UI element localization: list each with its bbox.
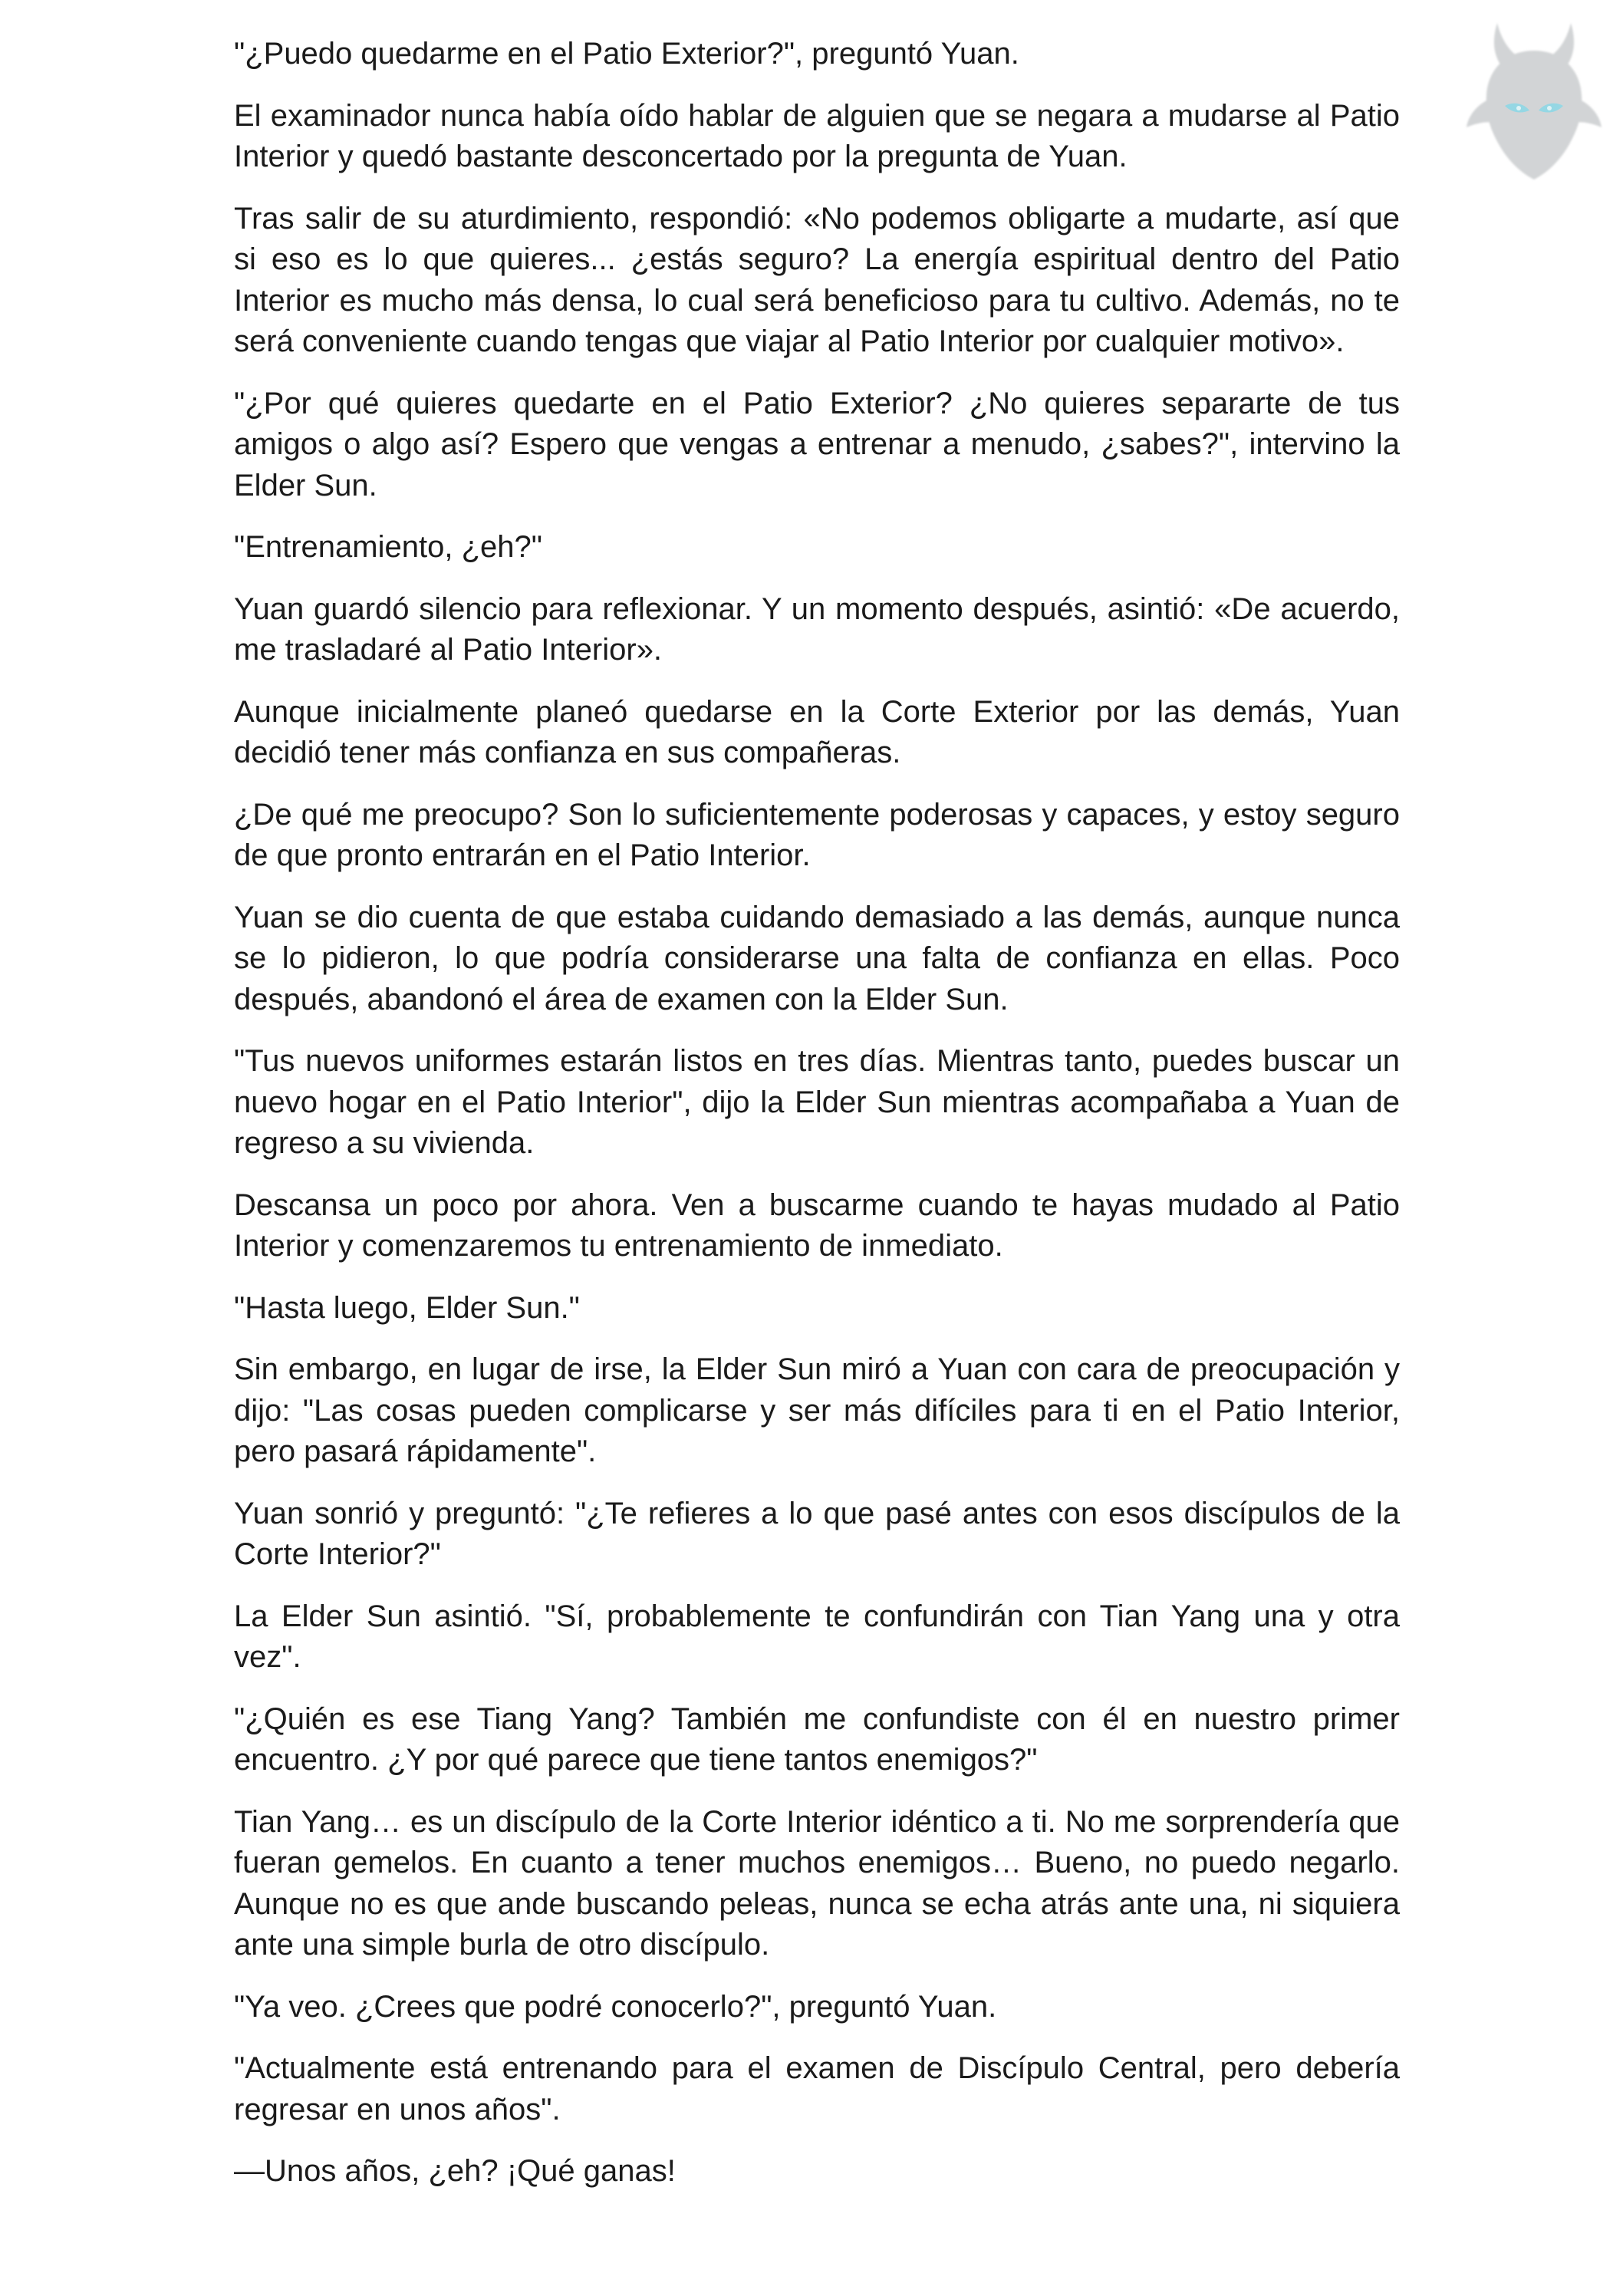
paragraph: ¿De qué me preocupo? Son lo suficientemente poderosas y capaces, y estoy seguro de que pronto entrarán en el Patio Interior. — [234, 797, 1400, 872]
paragraph: "Ya veo. ¿Crees que podré conocerlo?", preguntó Yuan. — [234, 1989, 997, 2024]
paragraph: "Actualmente está entrenando para el examen de Discípulo Central, pero debería regresar en unos años". — [234, 2051, 1400, 2126]
paragraph: —Unos años, ¿eh? ¡Qué ganas! — [234, 2154, 676, 2188]
paragraph: Yuan sonrió y preguntó: "¿Te refieres a lo que pasé antes con esos discípulos de la Corte Interior?" — [234, 1496, 1400, 1571]
document-body — [234, 34, 1400, 2213]
paragraph: Aunque inicialmente planeó quedarse en la Corte Exterior por las demás, Yuan decidió tener más confianza en sus compañeras. — [234, 694, 1400, 769]
paragraph: "¿Por qué quieres quedarte en el Patio Exterior? ¿No quieres separarte de tus amigos o algo así? Espero que vengas a entrenar a menudo, ¿sabes?", intervino la Elder Sun. — [234, 386, 1400, 502]
paragraph: "¿Quién es ese Tiang Yang? También me confundiste con él en nuestro primer encuentro. ¿Y por qué parece que tiene tantos enemigos?" — [234, 1701, 1400, 1777]
paragraph: La Elder Sun asintió. "Sí, probablemente te confundirán con Tian Yang una y otra vez". — [234, 1599, 1400, 1674]
demon-head-logo-icon — [1457, 15, 1611, 192]
paragraph: Yuan guardó silencio para reflexionar. Y un momento después, asintió: «De acuerdo, me trasladaré al Patio Interior». — [234, 591, 1400, 667]
paragraph: Yuan se dio cuenta de que estaba cuidando demasiado a las demás, aunque nunca se lo pidieron, lo que podría considerarse una falta de confianza en ellas. Poco después, abandonó el área de examen con la Elder Sun. — [234, 900, 1400, 1016]
paragraph: Tras salir de su aturdimiento, respondió: «No podemos obligarte a mudarte, así que si eso es lo que quieres... ¿estás seguro? La energía espiritual dentro del Patio Interior es mucho más densa, lo cual será beneficioso para tu cultivo. Además, no te será conveniente cuando tengas que viajar al Patio Interior por cualquier motivo». — [234, 201, 1400, 358]
paragraph: "Hasta luego, Elder Sun." — [234, 1290, 580, 1325]
logo-silhouette — [1467, 23, 1602, 180]
paragraph: Tian Yang… es un discípulo de la Corte Interior idéntico a ti. No me sorprendería que fueran gemelos. En cuanto a tener muchos enemigos… Bueno, no puedo negarlo. Aunque no es que ande buscando peleas, nunca se echa atrás ante una, ni siquiera ante una simple burla de otro discípulo. — [234, 1804, 1400, 1962]
paragraph: Sin embargo, en lugar de irse, la Elder Sun miró a Yuan con cara de preocupación y dijo: "Las cosas pueden complicarse y ser más difíciles para ti en el Patio Interior, pero pasará rápidamente". — [234, 1352, 1400, 1468]
paragraph: "Entrenamiento, ¿eh?" — [234, 530, 542, 564]
paragraph: "¿Puedo quedarme en el Patio Exterior?", preguntó Yuan. — [234, 37, 1019, 71]
paragraph: Descansa un poco por ahora. Ven a buscarme cuando te hayas mudado al Patio Interior y comenzaremos tu entrenamiento de inmediato. — [234, 1188, 1400, 1263]
paragraph: "Tus nuevos uniformes estarán listos en tres días. Mientras tanto, puedes buscar un nuevo hogar en el Patio Interior", dijo la Elder Sun mientras acompañaba a Yuan de regreso a su vivienda. — [234, 1044, 1400, 1160]
paragraph: El examinador nunca había oído hablar de alguien que se negara a mudarse al Patio Interior y quedó bastante desconcertado por la pregunta de Yuan. — [234, 98, 1400, 173]
